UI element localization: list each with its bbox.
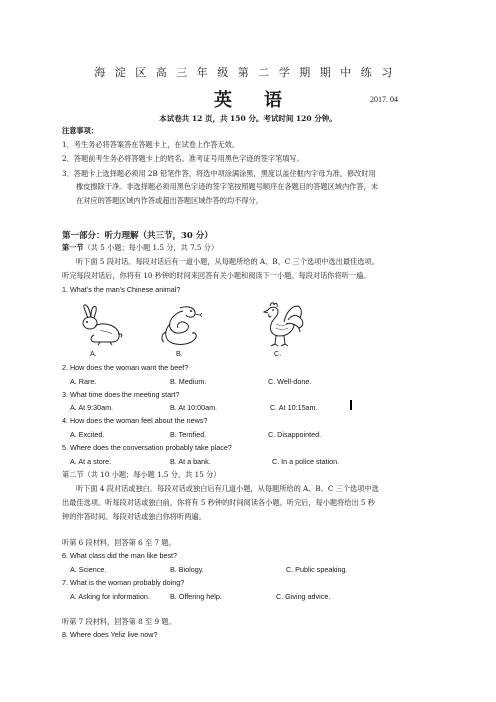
section2-desc-3: 钟的作答时间。每段对话或独白你将听两遍。: [62, 512, 206, 521]
q4-option-a: A. Excited.: [70, 430, 105, 439]
q1-option-c: C.: [274, 349, 282, 358]
section1-desc-1: 听下面 5 段对话。每段对话后有一道小题，从每题所给的 A、B、C 三个选项中选出最佳选项。: [76, 257, 379, 266]
question-4: 4. How does the woman feel about the news?: [62, 416, 208, 425]
q3-option-a: A. At 9:30am.: [70, 403, 114, 412]
rabbit-image: [74, 304, 126, 346]
section2-desc-2: 出最佳选项。听每段对话或独白前，你将有 5 秒钟的时间阅读各小题。听完后，每小题将给出 5 秒: [62, 498, 375, 507]
section1-label: 第一节: [62, 243, 84, 252]
q2-option-b: B. Medium.: [170, 377, 207, 386]
note-item-1: 1．考生务必将答案答在答题卡上，在试卷上作答无效。: [62, 140, 240, 149]
question-1: 1. What’s the man’s Chinese animal?: [62, 285, 181, 294]
section2-info: （共 10 小题；每小题 1.5 分，共 15 分）: [83, 470, 221, 479]
notes-heading: 注意事项：: [62, 126, 98, 135]
q5-option-a: A. At a store.: [70, 457, 112, 466]
subject-title: 英语: [214, 90, 314, 111]
q2-option-a: A. Rare.: [70, 377, 97, 386]
q3-option-b: B. At 10:00am.: [170, 403, 218, 412]
question-7: 7. What is the woman probably doing?: [62, 578, 185, 587]
note-item-3-cont-1: 橡皮擦除干净。非选择题必须用黑色字迹的签字笔按照题号顺序在各题目的答题区域内作答，未: [76, 182, 378, 191]
snake-image: [158, 302, 204, 348]
q4-option-b: B. Terrified.: [170, 430, 207, 439]
note-item-3: 3．答题卡上选择题必须用 2B 铅笔作答，将选中项涂满涂黑，黑度以盖住框内字母为准，修改时用: [62, 169, 376, 178]
q3-option-c: C. At 10:15am.: [270, 403, 318, 412]
q5-option-b: B. At a bank.: [170, 457, 211, 466]
question-2: 2. How does the woman want the beef?: [62, 363, 189, 372]
text-cursor: [350, 400, 352, 410]
q6-option-b: B. Biology.: [170, 565, 204, 574]
rooster-image: [256, 300, 306, 348]
q7-option-b: B. Offering help.: [170, 592, 222, 601]
exam-meta: 本试卷共 12 页，共 150 分。考试时间 120 分钟。: [159, 114, 337, 123]
section2-label: 第二节: [62, 470, 84, 479]
section1-info: （共 5 小题；每小题 1.5 分，共 7.5 分）: [83, 243, 219, 252]
note-item-2: 2．答题前考生务必将答题卡上的姓名、准考证号用黑色字迹的签字笔填写。: [62, 154, 304, 163]
section1-header: [62, 242, 218, 254]
q1-option-a: A.: [90, 349, 97, 358]
question-3: 3. What time does the meeting start?: [62, 390, 180, 399]
question-8: 8. Where does Yeliz live now?: [62, 630, 158, 639]
q7-option-a: A. Asking for information.: [70, 592, 150, 601]
exam-title: 海淀区高三年级第二学期期中练习: [94, 66, 402, 79]
section2-header: [62, 469, 220, 481]
q1-option-b: B.: [176, 349, 183, 358]
question-6: 6. What class did the man like best?: [62, 551, 178, 560]
material-7: 听第 7 段材料，回答第 8 至 9 题。: [62, 617, 176, 626]
q7-option-c: C. Giving advice.: [276, 592, 331, 601]
exam-date: 2017. 04: [370, 95, 398, 104]
q6-option-c: C. Public speaking.: [286, 565, 348, 574]
part1-heading: 第一部分：听力理解（共三节，30 分）: [62, 231, 213, 241]
section2-desc-1: 听下面 4 段对话或独白。每段对话或独白后有几道小题，从每题所给的 A、B、C 三个选项中选: [76, 484, 379, 493]
q4-option-c: C. Disappointed.: [268, 430, 322, 439]
note-item-3-cont-2: 在对应的答题区域内作答或超出答题区域作答的均不得分。: [76, 196, 263, 205]
section1-desc-2: 听完每段对话后，你将有 10 秒钟的时间来回答有关小题和阅读下一小题。每段对话你将听一遍。: [62, 271, 371, 280]
material-6: 听第 6 段材料，回答第 6 至 7 题。: [62, 538, 176, 547]
q2-option-c: C. Well-done.: [268, 377, 312, 386]
q5-option-c: C. In a police station.: [272, 457, 340, 466]
question-5: 5. Where does the conversation probably take place?: [62, 443, 232, 452]
q6-option-a: A. Science.: [70, 565, 107, 574]
